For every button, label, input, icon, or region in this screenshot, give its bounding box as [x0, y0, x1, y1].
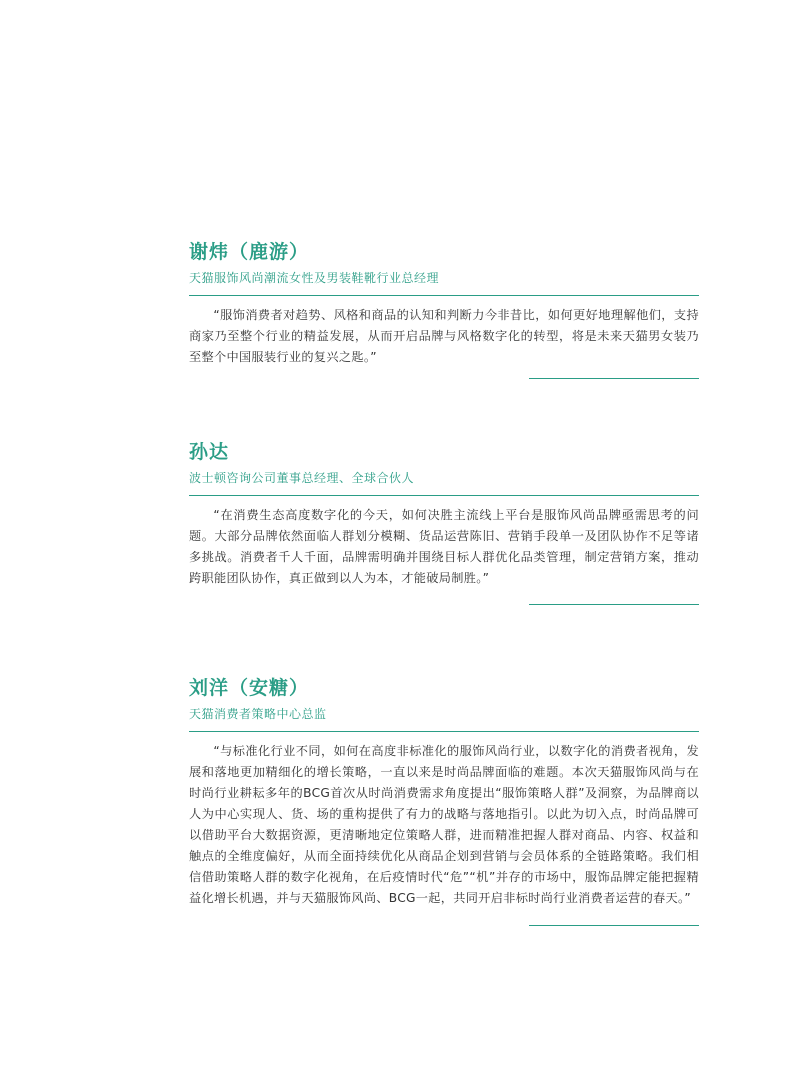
end-divider — [529, 378, 699, 379]
end-divider — [529, 604, 699, 605]
quote-block-3 — [189, 676, 699, 921]
person-name: 刘洋（安糖） — [189, 677, 310, 699]
divider — [189, 495, 699, 496]
quote-text: “与标准化行业不同，如何在高度非标准化的服饰风尚行业，以数字化的消费者视角，发展和落地更加精细化的增长策略，一直以来是时尚品牌面临的难题。本次天猫服饰风尚与在时尚行业耕耘多年的BCG首次从时尚消费需求角度提出“服饰策略人群”及洞察，为品牌商以人为中心实现人、货、场的重构提供了有力的战略与落地指引。以此为切入点，时尚品牌可以借助平台大数据资源，更清晰地定位策略人群，进而精准把握人群对商品、内容、权益和触点的全维度偏好，从而全面持续优化从商品企划到营销与会员体系的全链路策略。我们相信借助策略人群的数字化视角，在后疫情时代“危”“机”并存的市场中，服饰品牌定能把握精益化增长机遇，并与天猫服饰风尚、BCG一起，共同开启非标时尚行业消费者运营的春天。” — [189, 744, 699, 905]
person-name: 谢炜（鹿游） — [189, 241, 310, 263]
end-divider — [529, 925, 699, 926]
person-role: 波士顿咨询公司董事总经理、全球合伙人 — [189, 471, 415, 485]
person-name: 孙达 — [189, 441, 230, 463]
divider — [189, 295, 699, 296]
quote-block-1 — [189, 240, 699, 380]
divider — [189, 731, 699, 732]
person-role: 天猫消费者策略中心总监 — [189, 707, 327, 721]
person-role: 天猫服饰风尚潮流女性及男装鞋靴行业总经理 — [189, 271, 440, 285]
quote-text: “服饰消费者对趋势、风格和商品的认知和判断力今非昔比，如何更好地理解他们，支持商家乃至整个行业的精益发展，从而开启品牌与风格数字化的转型，将是未来天猫男女装乃至整个中国服装行业的复兴之匙。” — [189, 308, 699, 364]
quote-text: “在消费生态高度数字化的今天，如何决胜主流线上平台是服饰风尚品牌亟需思考的问题。大部分品牌依然面临人群划分模糊、货品运营陈旧、营销手段单一及团队协作不足等诸多挑战。消费者千人千面，品牌需明确并围绕目标人群优化品类管理，制定营销方案，推动跨职能团队协作，真正做到以人为本，才能破局制胜。” — [189, 508, 699, 585]
quote-block-2 — [189, 440, 699, 601]
